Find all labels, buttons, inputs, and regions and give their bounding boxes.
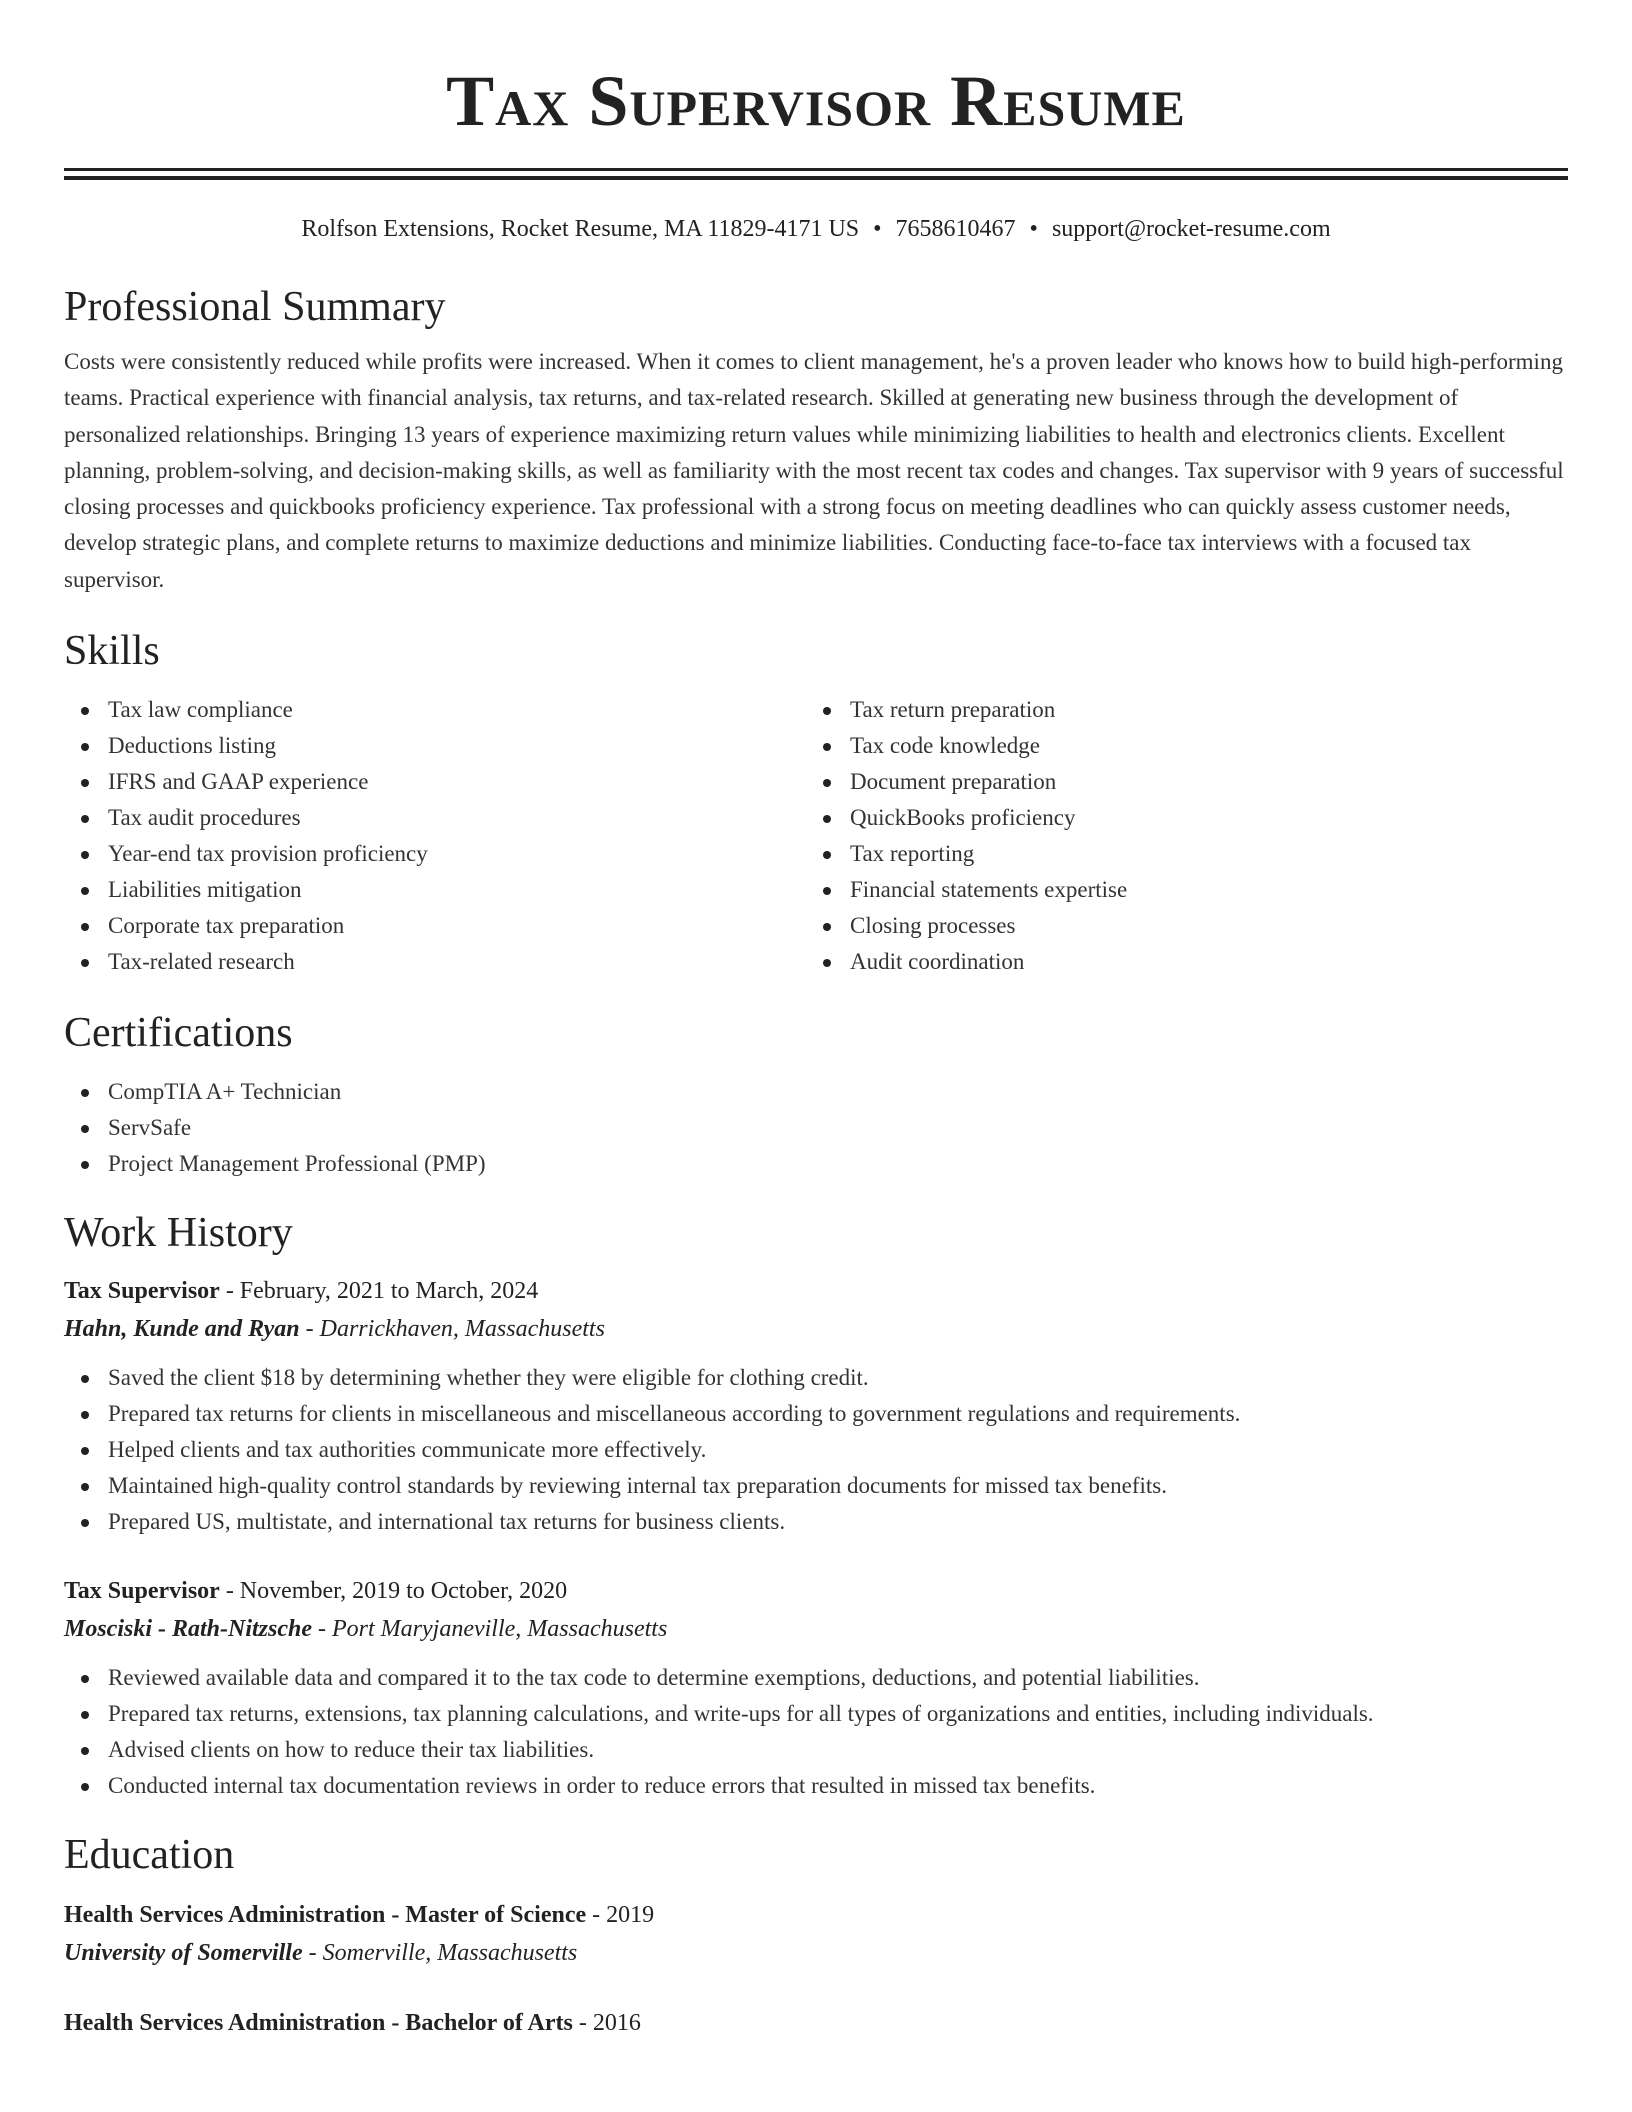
job-bullets <box>64 1360 1568 1540</box>
job-title: Tax Supervisor <box>64 1578 220 1605</box>
summary-section <box>64 282 1568 598</box>
skill-item: Year-end tax provision proficiency <box>64 836 806 872</box>
education-entry <box>64 1896 1568 1972</box>
certifications-section <box>64 1008 1568 1182</box>
contact-phone: 7658610467 <box>895 216 1016 242</box>
work-history-heading: Work History <box>64 1210 293 1257</box>
contact-address: Rolfson Extensions, Rocket Resume, MA 11829-4171 US <box>301 216 860 242</box>
job-bullets <box>64 1660 1568 1804</box>
job-bullet: Saved the client $18 by determining whether they were eligible for clothing credit. <box>64 1360 1568 1396</box>
education-entry <box>64 2004 1568 2042</box>
skill-item: QuickBooks proficiency <box>806 800 1548 836</box>
education-year: - 2016 <box>578 2010 641 2037</box>
job-title-line <box>64 1572 1568 1610</box>
job-title: Tax Supervisor <box>64 1278 220 1305</box>
skills-list-left <box>64 692 806 980</box>
skill-item: Tax audit procedures <box>64 800 806 836</box>
resume-title: Tax Supervisor Resume <box>446 61 1186 141</box>
skill-item: Tax law compliance <box>64 692 806 728</box>
education-section <box>64 1830 1568 2042</box>
education-degree-line <box>64 2004 1568 2042</box>
contact-separator: • <box>1029 216 1038 242</box>
skills-section <box>64 626 1568 980</box>
skills-grid <box>64 692 1568 980</box>
skills-list-right <box>806 692 1548 980</box>
skills-column-right <box>806 692 1548 980</box>
certification-item: Project Management Professional (PMP) <box>64 1146 1568 1182</box>
resume-page <box>64 0 1568 2042</box>
education-degree: Health Services Administration - Master of Science <box>64 1902 587 1929</box>
skill-item: Tax reporting <box>806 836 1548 872</box>
job-entry <box>64 1272 1568 1540</box>
job-bullet: Prepared tax returns for clients in miscellaneous and miscellaneous according to government regulations and requirements. <box>64 1396 1568 1432</box>
job-bullet: Advised clients on how to reduce their tax liabilities. <box>64 1732 1568 1768</box>
job-bullet: Prepared US, multistate, and international tax returns for business clients. <box>64 1504 1568 1540</box>
skill-item: Liabilities mitigation <box>64 872 806 908</box>
job-bullet: Helped clients and tax authorities communicate more effectively. <box>64 1432 1568 1468</box>
job-dates: - February, 2021 to March, 2024 <box>225 1278 539 1305</box>
skills-column-left <box>64 692 806 980</box>
skill-item: Audit coordination <box>806 944 1548 980</box>
job-title-line <box>64 1272 1568 1310</box>
skill-item: Tax-related research <box>64 944 806 980</box>
education-school-line <box>64 1934 1568 1972</box>
skill-item: Document preparation <box>806 764 1548 800</box>
skill-item: Closing processes <box>806 908 1548 944</box>
education-location: - Somerville, Massachusetts <box>308 1940 578 1967</box>
job-company: Hahn, Kunde and Ryan <box>64 1316 300 1343</box>
title-divider-bottom <box>64 176 1568 180</box>
education-year: - 2019 <box>592 1902 655 1929</box>
job-location: - Port Maryjaneville, Massachusetts <box>318 1616 668 1643</box>
education-degree-line <box>64 1896 1568 1934</box>
job-bullet: Conducted internal tax documentation reviews in order to reduce errors that resulted in missed tax benefits. <box>64 1768 1568 1804</box>
skill-item: Deductions listing <box>64 728 806 764</box>
title-divider-top <box>64 168 1568 171</box>
education-degree: Health Services Administration - Bachelor of Arts <box>64 2010 573 2037</box>
skill-item: IFRS and GAAP experience <box>64 764 806 800</box>
education-heading: Education <box>64 1832 235 1879</box>
skill-item: Financial statements expertise <box>806 872 1548 908</box>
job-company-line <box>64 1310 1568 1348</box>
summary-heading: Professional Summary <box>64 284 446 330</box>
education-school: University of Somerville <box>64 1940 303 1967</box>
summary-text: Costs were consistently reduced while profits were increased. When it comes to client management, he's a proven leader who knows how to build high-performing teams. Practical experience with financial analysis, tax returns, and tax-related research. Skilled at generating new business through the development of personalized relationships. Bringing 13 years of experience maximizing return values while minimizing liabilities to health and electronics clients. Excellent planning, problem-solving, and decision-making skills, as well as familiarity with the most recent tax codes and changes. Tax supervisor with 9 years of successful closing processes and quickbooks proficiency experience. Tax professional with a strong focus on meeting deadlines who can quickly assess customer needs, develop strategic plans, and complete returns to maximize deductions and minimize liabilities. Conducting face-to-face tax interviews with a focused tax supervisor. <box>64 349 1564 592</box>
contact-email: support@rocket-resume.com <box>1051 216 1331 242</box>
job-dates: - November, 2019 to October, 2020 <box>225 1578 568 1605</box>
work-history-section <box>64 1208 1568 1804</box>
certification-item: ServSafe <box>64 1110 1568 1146</box>
job-bullet: Prepared tax returns, extensions, tax planning calculations, and write-ups for all types of organizations and entities, including individuals. <box>64 1696 1568 1732</box>
contact-separator: • <box>873 216 882 242</box>
job-bullet: Maintained high-quality control standards by reviewing internal tax preparation documents for missed tax benefits. <box>64 1468 1568 1504</box>
contact-line <box>64 214 1568 244</box>
certifications-heading: Certifications <box>64 1010 293 1057</box>
skill-item: Tax return preparation <box>806 692 1548 728</box>
certification-item: CompTIA A+ Technician <box>64 1074 1568 1110</box>
skill-item: Tax code knowledge <box>806 728 1548 764</box>
job-location: - Darrickhaven, Massachusetts <box>305 1316 605 1343</box>
certifications-list <box>64 1074 1568 1182</box>
job-company-line <box>64 1610 1568 1648</box>
job-company: Mosciski - Rath-Nitzsche <box>64 1616 313 1643</box>
job-bullet: Reviewed available data and compared it to the tax code to determine exemptions, deductions, and potential liabilities. <box>64 1660 1568 1696</box>
job-entry <box>64 1572 1568 1804</box>
skill-item: Corporate tax preparation <box>64 908 806 944</box>
skills-heading: Skills <box>64 628 160 675</box>
